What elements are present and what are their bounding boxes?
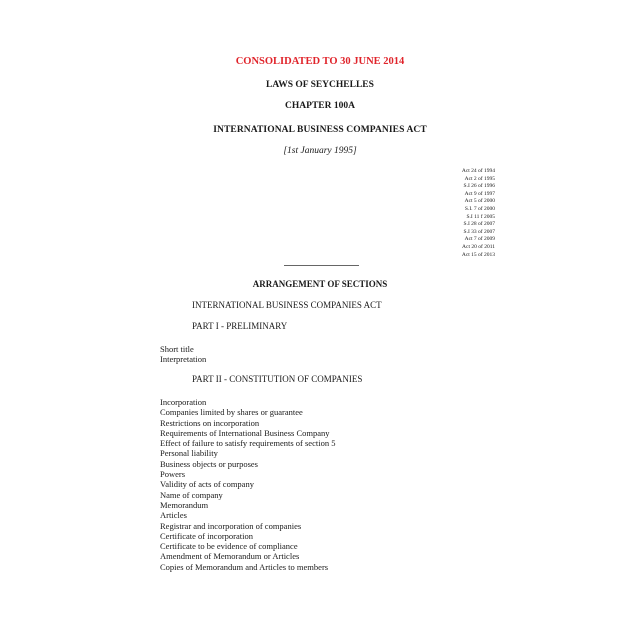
amendment-item: Act 15 of 2013 — [461, 251, 495, 258]
chapter-title: CHAPTER 100A — [285, 101, 355, 111]
amendment-item: S.I 28 of 2007 — [463, 221, 495, 228]
section-item: Certificate of incorporation — [160, 530, 253, 541]
section-item: Personal liability — [160, 448, 218, 459]
section-item: Restrictions on incorporation — [160, 417, 260, 428]
section-item: Companies limited by shares or guarantee — [160, 407, 303, 418]
amendment-item: Act 20 of 2011 — [462, 243, 495, 250]
section-item: Business objects or purposes — [160, 458, 258, 469]
section-item: Interpretation — [160, 354, 207, 365]
divider-rule — [284, 265, 359, 266]
commencement-date: [1st January 1995] — [283, 146, 357, 156]
act-name-heading: INTERNATIONAL BUSINESS COMPANIES ACT — [192, 300, 382, 310]
part-1-heading: PART I - PRELIMINARY — [192, 321, 288, 331]
section-item: Effect of failure to satisfy requirements of section 5 — [160, 438, 336, 449]
laws-title: LAWS OF SEYCHELLES — [266, 80, 374, 90]
amendment-item: Act 2 of 1995 — [464, 175, 495, 182]
section-item: Registrar and incorporation of companies — [160, 520, 302, 531]
consolidated-notice: CONSOLIDATED TO 30 JUNE 2014 — [235, 56, 405, 67]
section-item: Amendment of Memorandum or Articles — [160, 551, 300, 562]
amendment-list — [462, 168, 495, 259]
part-2-section-list — [160, 397, 335, 572]
amendment-item: S.I 33 of 2007 — [463, 228, 495, 235]
section-item: Memorandum — [160, 499, 209, 510]
arrangement-heading: ARRANGEMENT OF SECTIONS — [252, 279, 388, 289]
amendment-item: Act 9 of 1997 — [464, 190, 495, 197]
section-item: Short title — [160, 344, 194, 354]
section-item: Articles — [160, 510, 187, 521]
section-item: Validity of acts of company — [160, 479, 254, 490]
section-item: Powers — [160, 469, 186, 480]
amendment-item: S.I 26 of 1996 — [463, 183, 495, 190]
section-item: Copies of Memorandum and Articles to members — [160, 561, 329, 572]
amendment-item: Act 7 of 2009 — [464, 236, 495, 243]
amendment-item: S.I 11 f 2005 — [466, 213, 495, 220]
section-item: Requirements of International Business Company — [160, 427, 330, 438]
part-1-section-list — [160, 344, 206, 365]
section-item: Certificate to be evidence of compliance — [160, 541, 298, 552]
amendment-item: Act 24 of 1994 — [461, 168, 495, 174]
act-title: INTERNATIONAL BUSINESS COMPANIES ACT — [213, 125, 427, 135]
amendment-item: S.I. 7 of 2000 — [464, 205, 495, 212]
section-item: Incorporation — [160, 397, 207, 407]
amendment-item: Act 5 of 2000 — [464, 198, 495, 205]
part-2-heading: PART II - CONSTITUTION OF COMPANIES — [192, 374, 363, 384]
section-item: Name of company — [160, 489, 223, 500]
